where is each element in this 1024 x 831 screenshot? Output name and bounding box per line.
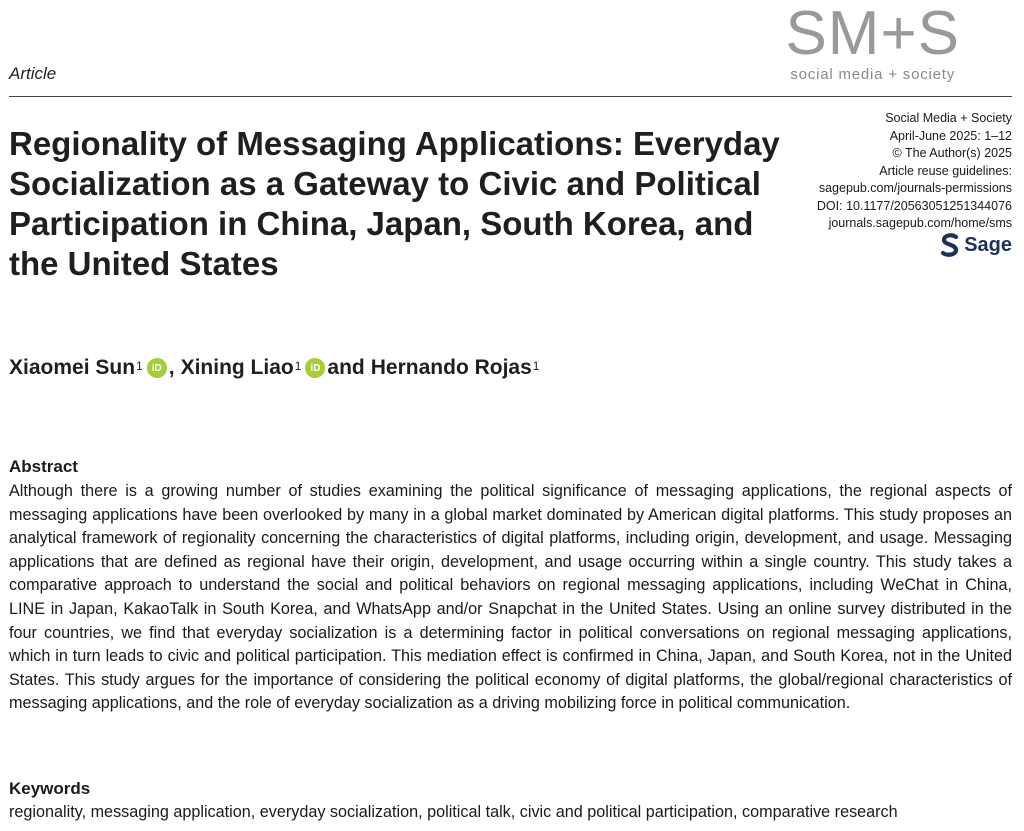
doi-link[interactable]: DOI: 10.1177/20563051251344076 — [816, 198, 1012, 213]
author-separator: and — [327, 356, 365, 379]
publisher-name: Sage — [964, 233, 1012, 256]
article-title: Regionality of Messaging Applications: Everyday Socialization as a Gateway to Civic and Political Participation in China, Japan, South Korea, and the United States — [9, 125, 780, 282]
article-type-label: Article — [9, 64, 57, 83]
sage-s-icon — [940, 233, 960, 257]
abstract-text: Although there is a growing number of studies examining the political significance of messaging applications, the regional aspects of messaging applications have been overlooked by many in a global market dominated by American digital platforms. This study proposes an analytical framework of regionality concerning the characteristics of digital platforms, including origin, development, and usage. Messaging applications that are defined as regional have their origin, development, and usage occurring within a single country. This study takes a comparative approach to understand the social and political behaviors on regional messaging applications, including WeChat in China, LINE in Japan, KakaoTalk in South Korea, and WhatsApp and/or Snapchat in the United States. Using an online survey distributed in the four countries, we find that everyday socialization is a determining factor in political conversations on regional messaging applications, which in turn leads to civic and political participation. This mediation effect is confirmed in China, Japan, and South Korea, not in the United States. This study argues for the importance of considering the political economy of digital platforms, the global/regional characteristics of messaging applications, and the role of everyday socialization as a driving mobilizing force in political communication. — [9, 482, 1012, 713]
author-name: Xining Liao — [180, 356, 294, 379]
reuse-label: Article reuse guidelines: — [879, 163, 1012, 178]
journal-logo-mark: SM+S — [785, 0, 960, 68]
header-divider — [9, 96, 1012, 97]
author-name: Hernando Rojas — [370, 356, 532, 379]
orcid-icon[interactable]: iD — [305, 358, 325, 378]
journal-home-link[interactable]: journals.sagepub.com/home/sms — [828, 216, 1012, 230]
issue-info: April-June 2025: 1–12 — [889, 128, 1012, 143]
publication-meta — [752, 110, 1012, 233]
copyright-line: © The Author(s) 2025 — [892, 146, 1012, 160]
journal-logo-subtitle: social media + society — [790, 66, 956, 83]
author-affiliation: 1 — [532, 359, 540, 373]
keywords-heading: Keywords — [9, 779, 91, 798]
journal-logo — [785, 0, 960, 83]
permissions-link[interactable]: sagepub.com/journals-permissions — [818, 181, 1012, 195]
author-affiliation: 1 — [136, 359, 143, 373]
author-name: Xiaomei Sun — [9, 356, 136, 379]
author-affiliation: 1 — [294, 359, 302, 373]
orcid-icon[interactable]: iD — [147, 358, 167, 378]
abstract-heading: Abstract — [9, 457, 78, 476]
keywords-text: regionality, messaging application, everyday socialization, political talk, civic and political participation, comparative research — [9, 803, 898, 821]
author-separator: , — [168, 356, 175, 379]
publisher-logo — [940, 233, 1012, 257]
journal-name: Social Media + Society — [885, 111, 1012, 125]
author-list — [9, 356, 539, 380]
